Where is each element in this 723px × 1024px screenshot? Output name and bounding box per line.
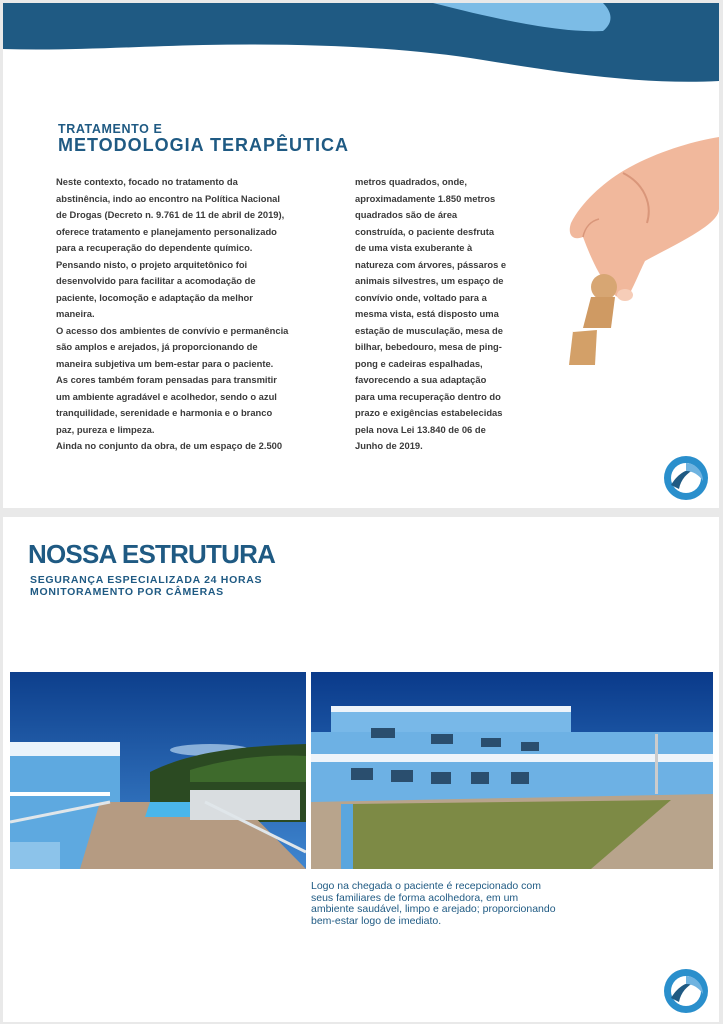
- text-line: natureza com árvores, pássaros e: [355, 258, 507, 270]
- text-line: Pensando nisto, o projeto arquitetônico foi: [56, 258, 248, 270]
- text-line: convívio onde, voltado para a: [355, 291, 487, 303]
- section-subtitle: SEGURANÇA ESPECIALIZADA 24 HORAS: [30, 574, 263, 586]
- hand-placing-wooden-figure-icon: [523, 123, 719, 373]
- text-line: para a recuperação do dependente químico.: [56, 242, 253, 253]
- text-column-right: [355, 174, 535, 455]
- pool-photo-icon: [10, 672, 306, 869]
- caption-line: seus familiares de forma acolhedora, em um: [311, 891, 519, 904]
- text-line: As cores também foram pensadas para transmitir: [56, 374, 277, 385]
- page-treatment-methodology: [3, 3, 719, 508]
- text-line: Neste contexto, focado no tratamento da: [56, 176, 238, 187]
- text-line: paciente, locomoção e adaptação da melhor: [56, 291, 253, 303]
- text-line: prazo e exigências estabelecidas: [355, 407, 503, 418]
- text-line: um ambiente agradável e acolhedor, sendo o azul: [56, 390, 277, 402]
- header-wave-decoration: [3, 3, 719, 98]
- text-line: construída, o paciente desfruta: [355, 225, 495, 237]
- text-line: animais silvestres, um espaço de: [355, 275, 504, 286]
- text-line: favorecendo a sua adaptação: [355, 374, 487, 385]
- text-line: pela nova Lei 13.840 de 06 de: [355, 423, 486, 435]
- text-line: metros quadrados, onde,: [355, 176, 467, 187]
- text-line: mesma vista, está disposto uma: [355, 308, 499, 319]
- caption-line: ambiente saudável, limpo e arejado; proporcionando: [311, 903, 556, 915]
- text-line: paz, pureza e limpeza.: [56, 423, 155, 435]
- text-line: abstinência, indo ao encontro na Política Nacional: [56, 192, 281, 204]
- section-subtitle: TRATAMENTO E: [58, 122, 163, 136]
- text-line: maneira.: [56, 308, 95, 319]
- text-line: de Drogas (Decreto n. 9.761 de 11 de abril de 2019),: [56, 209, 285, 220]
- text-line: Junho de 2019.: [355, 440, 423, 451]
- text-line: O acesso dos ambientes de convívio e permanência: [56, 324, 289, 336]
- text-line: estação de musculação, mesa de: [355, 324, 503, 336]
- blue-swirl-logo-icon: [663, 455, 709, 501]
- text-line: pong e cadeiras espalhadas,: [355, 357, 483, 369]
- text-line: maneira subjetiva um bem-estar para o paciente.: [56, 357, 274, 369]
- text-line: tranquilidade, serenidade e harmonia e o branco: [56, 407, 273, 418]
- building-photo-icon: [311, 672, 713, 869]
- caption-line: bem-estar logo de imediato.: [311, 914, 442, 927]
- page-our-structure: [3, 517, 719, 1022]
- photo-caption: [311, 881, 601, 927]
- blue-swirl-logo-icon: [663, 968, 709, 1014]
- text-line: quadrados são de área: [355, 209, 458, 220]
- section-title: METODOLOGIA TERAPÊUTICA: [58, 135, 350, 155]
- text-line: de uma vista exuberante à: [355, 242, 473, 253]
- text-line: Ainda no conjunto da obra, de um espaço de 2.500: [56, 440, 283, 451]
- caption-line: Logo na chegada o paciente é recepcionado com: [311, 880, 542, 892]
- text-line: para uma recuperação dentro do: [355, 390, 501, 402]
- text-line: aproximadamente 1.850 metros: [355, 192, 496, 204]
- text-line: bilhar, bebedouro, mesa de ping-: [355, 341, 502, 352]
- text-column-left: [56, 174, 318, 455]
- section-title: NOSSA ESTRUTURA: [28, 539, 276, 569]
- text-line: são amplos e arejados, já proporcionando de: [56, 341, 258, 352]
- text-line: desenvolvido para facilitar a acomodação de: [56, 275, 256, 286]
- text-line: oferece tratamento e planejamento personalizado: [56, 225, 277, 237]
- section-subtitle: MONITORAMENTO POR CÂMERAS: [30, 586, 224, 598]
